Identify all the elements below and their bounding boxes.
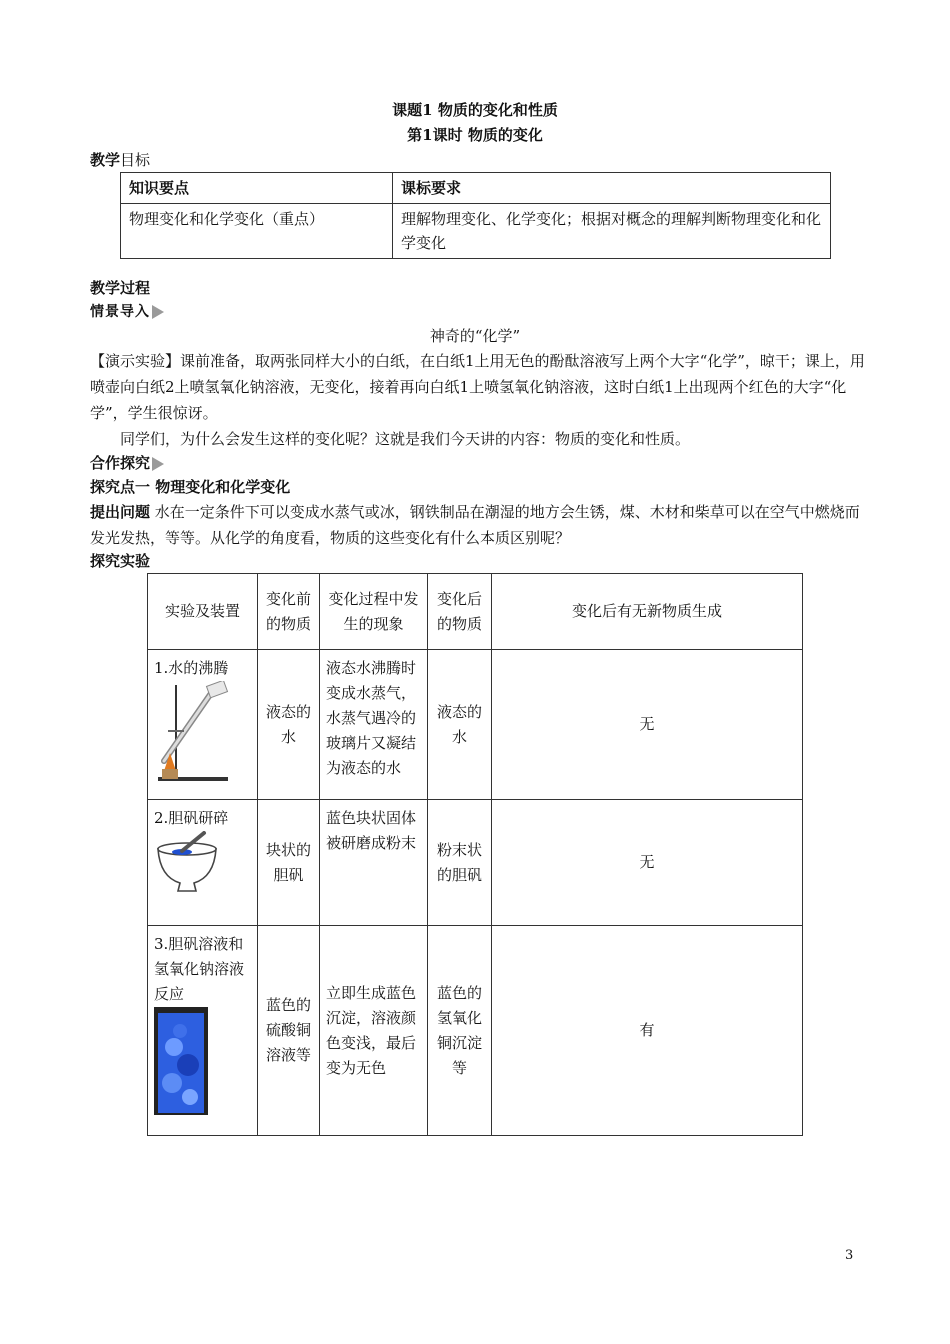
goals-cell-standard: 理解物理变化、化学变化；根据对概念的理解判断物理变化和化学变化 [393,204,831,259]
exp-name: 1.水的沸腾 [154,659,229,677]
goals-table [120,172,831,259]
exp-cell-setup [148,926,258,1136]
exp-cell-before: 液态的水 [258,650,320,800]
exp-header-after: 变化后的物质 [428,574,492,650]
magic-title: 神奇的“化学” [429,327,521,345]
exp-cell-phenomenon: 液态水沸腾时变成水蒸气，水蒸气遇冷的玻璃片又凝结为液态的水 [320,650,428,800]
goals-header-standard: 课标要求 [393,173,831,204]
intro-heading-text: 情景导入 [90,304,150,320]
arrow-icon [152,457,164,471]
coop-heading [90,451,164,475]
goals-cell-knowledge: 物理变化和化学变化（重点） [121,204,393,259]
exp-cell-before: 块状的胆矾 [258,800,320,926]
exp-cell-new: 有 [492,926,803,1136]
exp-cell-new: 无 [492,650,803,800]
process-heading: 教学过程 [90,279,151,297]
exp-cell-after: 粉末状的胆矾 [428,800,492,926]
exp-header-phenomenon: 变化过程中发生的现象 [320,574,428,650]
experiment-table [147,573,803,1136]
arrow-icon [152,305,164,319]
page-number: 3 [845,1248,854,1263]
goals-header-knowledge: 知识要点 [121,173,393,204]
goals-heading [90,148,150,172]
raise-text: 水在一定条件下可以变成水蒸气或冰，钢铁制品在潮湿的地方会生锈，煤、木材和柴草可以在空气中燃烧而发光发热，等等。从化学的角度看，物质的这些变化有什么本质区别呢？ [90,503,860,547]
demo-paragraph [90,348,870,426]
question-paragraph: 同学们，为什么会发生这样的变化呢？这就是我们今天讲的内容：物质的变化和性质。 [120,430,691,448]
exp-cell-setup [148,650,258,800]
exp-name: 2.胆矾研碎 [154,809,229,827]
goals-heading-bold: 教学 [90,151,121,169]
page-subtitle: 第1课时 物质的变化 [407,126,543,144]
point-heading: 探究点一 物理变化和化学变化 [90,478,291,496]
exp-header-new: 变化后有无新物质生成 [492,574,803,650]
exp-cell-setup [148,800,258,926]
raise-label: 提出问题 [90,503,151,521]
table-row [148,926,803,1136]
exp-heading: 探究实验 [90,552,151,570]
exp-cell-after: 蓝色的氢氧化铜沉淀等 [428,926,492,1136]
mortar-pestle-icon [154,831,220,895]
exp-cell-before: 蓝色的硫酸铜溶液等 [258,926,320,1136]
exp-cell-after: 液态的水 [428,650,492,800]
raise-paragraph [90,499,870,551]
exp-name: 3.胆矾溶液和氢氧化钠溶液反应 [154,935,245,1003]
table-row [148,650,803,800]
exp-cell-phenomenon: 立即生成蓝色沉淀，溶液颜色变浅，最后变为无色 [320,926,428,1136]
demo-label: 【演示实验】 [90,352,181,370]
intro-heading [90,300,164,324]
boiling-apparatus-icon [154,681,234,785]
exp-header-setup: 实验及装置 [148,574,258,650]
exp-cell-phenomenon: 蓝色块状固体被研磨成粉末 [320,800,428,926]
demo-text: 课前准备，取两张同样大小的白纸，在白纸1上用无色的酚酞溶液写上两个大字“化学”，晾干；课上，用喷壶向白纸2上喷氢氧化钠溶液，无变化，接着再向白纸1上喷氢氧化钠溶液，这时白纸1上出现两个红色的大字“化学”，学生很惊讶。 [90,352,865,422]
goals-heading-rest: 目标 [120,151,151,169]
exp-header-before: 变化前的物质 [258,574,320,650]
table-row [148,800,803,926]
test-tube-icon [154,1007,208,1115]
exp-cell-new: 无 [492,800,803,926]
page-title: 课题1 物质的变化和性质 [392,101,558,119]
coop-heading-text: 合作探究 [90,454,151,472]
